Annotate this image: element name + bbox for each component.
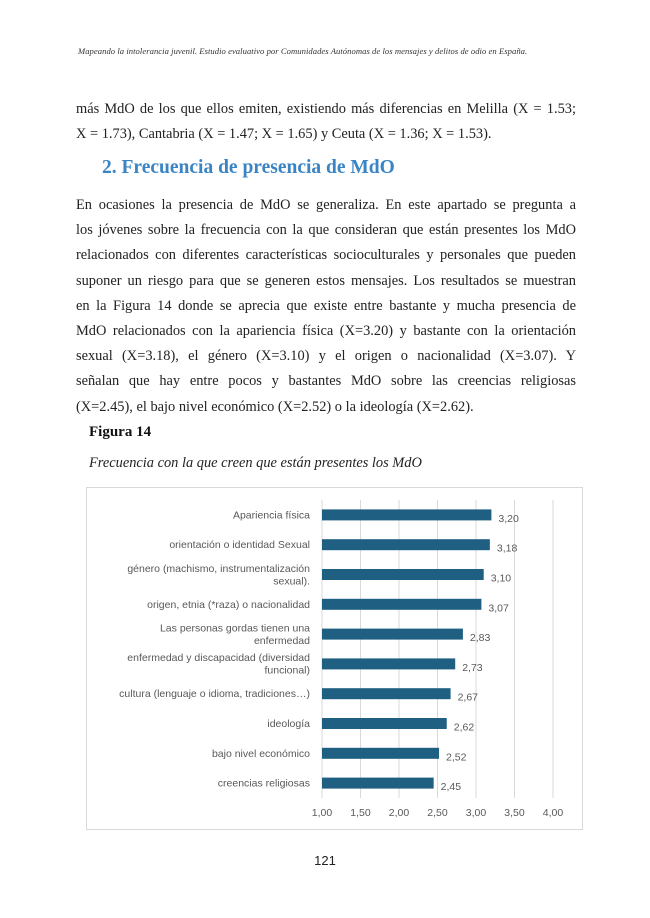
paragraph-line: En ocasiones la presencia de MdO se generaliza. En este apartado se pregunta a <box>76 197 576 213</box>
data-label: 2,83 <box>469 632 491 645</box>
tick-label: 4,00 <box>542 807 564 819</box>
category-label: creencias religiosas <box>217 777 310 790</box>
bar <box>322 509 491 520</box>
data-label: 3,20 <box>498 512 519 525</box>
category-label: origen, etnia (*raza) o nacionalidad <box>147 598 310 611</box>
bar <box>322 778 434 789</box>
category-label: sexual). <box>273 575 310 588</box>
paragraph-line: suponer un riesgo para que se generen estos mensajes. Los resultados se muestran <box>76 272 576 289</box>
figure-label: Figura 14 <box>89 424 152 440</box>
paragraph-line: más MdO de los que ellos emiten, existiendo más diferencias en Melilla (X = 1.53; <box>76 101 576 117</box>
page-number: 121 <box>314 853 336 868</box>
category-label: funcional) <box>264 664 310 677</box>
tick-label: 2,00 <box>388 807 410 819</box>
data-label: 2,73 <box>462 661 483 674</box>
category-label: enfermedad <box>253 634 310 647</box>
category-label: Apariencia física <box>232 509 310 522</box>
paragraph-line: MdO relacionados con la apariencia física (X=3.20) y bastante con la orientación <box>76 323 576 340</box>
bar <box>322 539 490 550</box>
category-label: enfermedad y discapacidad (diversidad <box>127 652 310 665</box>
paragraph-line: X = 1.73), Cantabria (X = 1.47; X = 1.65) y Ceuta (X = 1.36; X = 1.53). <box>76 126 492 143</box>
paragraph-line: sexual (X=3.18), el género (X=3.10) y el origen o nacionalidad (X=3.07). Y <box>76 348 576 365</box>
data-label: 2,45 <box>440 781 462 794</box>
intro-paragraph <box>76 97 576 147</box>
category-label: bajo nivel económico <box>211 747 310 760</box>
tick-label: 1,50 <box>350 807 371 819</box>
running-header: Mapeando la intolerancia juvenil. Estudio evaluativo por Comunidades Autónomas de los mensajes y delitos de odio en España. <box>78 46 528 56</box>
paragraph-line: señalan que hay entre pocos y bastantes MdO sobre las creencias religiosas <box>76 373 576 390</box>
category-label: Las personas gordas tienen una <box>159 622 310 635</box>
category-label: orientación o identidad Sexual <box>169 539 310 552</box>
paragraph-line: relacionados con diferentes características socioculturales y personales que pueden <box>76 247 576 264</box>
tick-label: 2,50 <box>427 807 448 819</box>
figure-caption: Frecuencia con la que creen que están presentes los MdO <box>89 455 422 471</box>
data-label: 2,67 <box>457 691 479 704</box>
paragraph-line: (X=2.45), el bajo nivel económico (X=2.52) o la ideología (X=2.62). <box>76 398 474 415</box>
paragraph-line: en la Figura 14 donde se aprecia que existe entre bastante y mucha presencia de <box>76 297 576 314</box>
tick-label: 3,50 <box>504 807 525 819</box>
bar <box>322 658 455 669</box>
section-heading: 2. Frecuencia de presencia de MdO <box>102 157 395 178</box>
category-label: género (machismo, instrumentalización <box>127 562 310 575</box>
category-label: ideología <box>267 718 310 730</box>
bar <box>322 629 463 640</box>
bar <box>322 569 484 580</box>
bar-chart-svg <box>87 488 584 831</box>
bar <box>322 688 451 699</box>
data-label: 3,07 <box>488 602 509 615</box>
paragraph-line: los jóvenes sobre la frecuencia con la que consideran que están presentes los MdO <box>76 222 576 239</box>
data-label: 2,62 <box>453 721 475 734</box>
data-label: 2,52 <box>446 751 467 764</box>
category-label: cultura (lenguaje o idioma, tradiciones…) <box>119 688 310 701</box>
bar <box>322 599 481 610</box>
body-paragraph <box>76 193 576 420</box>
bar <box>322 748 439 759</box>
bar <box>322 718 447 729</box>
tick-label: 3,00 <box>465 807 487 819</box>
tick-label: 1,00 <box>311 807 333 819</box>
bar-chart <box>86 487 583 830</box>
data-label: 3,18 <box>496 542 518 555</box>
data-label: 3,10 <box>490 572 512 585</box>
